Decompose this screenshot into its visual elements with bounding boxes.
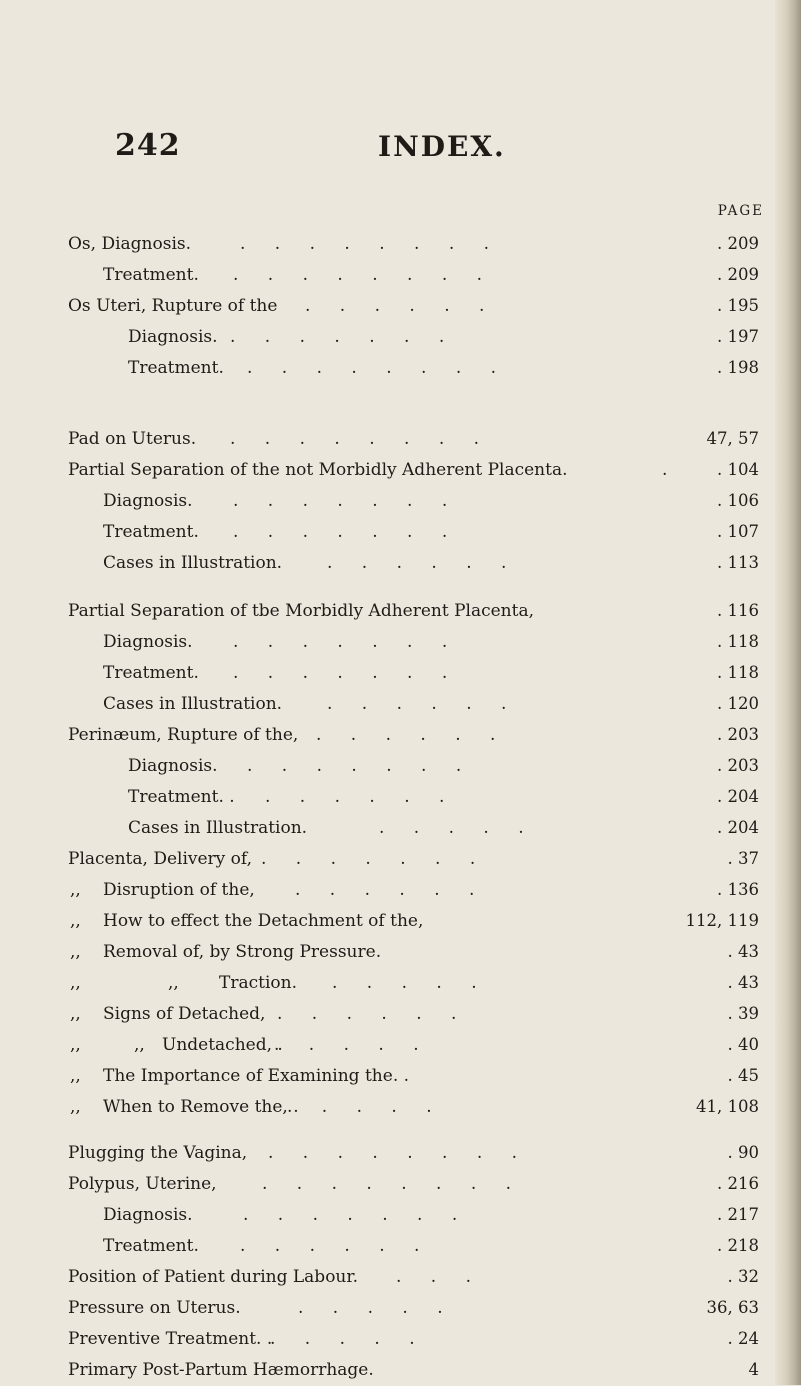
entry-label: Treatment. xyxy=(103,265,199,285)
entry-page-number: . 209 xyxy=(717,234,759,253)
entry-page-number: . 113 xyxy=(717,553,759,572)
ditto-mark: ,, xyxy=(70,973,81,993)
entry-label: Disruption of the, xyxy=(103,880,255,900)
entry-page-number: . 118 xyxy=(717,632,759,651)
dot-leader: . . . . . xyxy=(287,1097,432,1117)
index-entry xyxy=(0,265,801,291)
entry-label: Cases in Illustration. xyxy=(103,694,283,714)
entry-page-number: . 90 xyxy=(727,1143,759,1162)
index-entry xyxy=(0,1143,801,1169)
ditto-mark: ,, xyxy=(70,880,81,900)
dot-leader: . . . . . . xyxy=(327,553,507,573)
ditto-mark: ,, xyxy=(134,1035,145,1055)
entry-label: Preventive Treatment. . xyxy=(68,1329,273,1349)
dot-leader: . . . . . . xyxy=(277,1004,457,1024)
entry-page-number: . 203 xyxy=(717,725,759,744)
dot-leader: . . . xyxy=(396,1267,472,1287)
index-entry xyxy=(0,973,801,999)
dot-leader: . . . . . . . xyxy=(233,522,448,542)
index-entry xyxy=(0,553,801,579)
index-entry xyxy=(0,429,801,455)
entry-page-number: . 204 xyxy=(717,787,759,806)
entry-label: Diagnosis. xyxy=(103,632,193,652)
entry-page-number: . 37 xyxy=(727,849,759,868)
entry-page-number: . 45 xyxy=(727,1066,759,1085)
entry-label: Position of Patient during Labour. xyxy=(68,1267,359,1287)
index-entry xyxy=(0,1236,801,1262)
dot-leader: . . . . . xyxy=(332,973,477,993)
dot-leader: . . . . . . . . xyxy=(233,265,483,285)
entry-page-number: . 218 xyxy=(717,1236,759,1255)
entry-label: When to Remove the, . xyxy=(103,1097,299,1117)
dot-leader: . . . . . . xyxy=(327,694,507,714)
entry-page-number: . 43 xyxy=(727,973,759,992)
index-entry xyxy=(0,234,801,260)
dot-leader: . . . . . . . xyxy=(243,1205,458,1225)
entry-label: Placenta, Delivery of, xyxy=(68,849,253,869)
index-entry xyxy=(0,327,801,353)
dot-leader: . xyxy=(662,460,668,480)
dot-leader: . . . . . . xyxy=(295,880,475,900)
entry-page-number: . 195 xyxy=(717,296,759,315)
entry-page-number: 4 xyxy=(748,1360,759,1379)
entry-page-number: . 39 xyxy=(727,1004,759,1023)
entry-label: Diagnosis. xyxy=(128,756,218,776)
ditto-mark: ,, xyxy=(70,1035,81,1055)
entry-page-number: . 209 xyxy=(717,265,759,284)
index-entry xyxy=(0,725,801,751)
page-number: 242 xyxy=(115,128,181,163)
entry-page-number: . 116 xyxy=(717,601,759,620)
entry-label: Os Uteri, Rupture of the xyxy=(68,296,278,316)
entry-label: Signs of Detached, xyxy=(103,1004,266,1024)
entry-page-number: . 204 xyxy=(717,818,759,837)
ditto-mark: ,, xyxy=(70,1066,81,1086)
entry-label: Primary Post-Partum Hæmorrhage. xyxy=(68,1360,374,1380)
dot-leader: . . . . . . xyxy=(240,1236,420,1256)
index-entry xyxy=(0,1174,801,1200)
index-entry xyxy=(0,818,801,844)
dot-leader: . . . . . . . xyxy=(247,756,462,776)
ditto-mark: ,, xyxy=(70,942,81,962)
entry-page-number: 47, 57 xyxy=(706,429,759,448)
entry-label: Treatment. . xyxy=(128,787,235,807)
index-entry xyxy=(0,1004,801,1030)
entry-label: Partial Separation of tbe Morbidly Adherent Placenta, xyxy=(68,601,534,621)
entry-label: Treatment. xyxy=(103,1236,199,1256)
entry-page-number: . 104 xyxy=(717,460,759,479)
entry-label: Treatment. xyxy=(128,358,224,378)
dot-leader: . . . . . . xyxy=(316,725,496,745)
entry-page-number: . 136 xyxy=(717,880,759,899)
entry-label: Undetached, . xyxy=(162,1035,283,1055)
entry-label: Removal of, by Strong Pressure. xyxy=(103,942,382,962)
ditto-mark: ,, xyxy=(70,911,81,931)
entry-label: Pressure on Uterus. xyxy=(68,1298,241,1318)
dot-leader: . . . . . xyxy=(379,818,524,838)
entry-label: Diagnosis. xyxy=(128,327,218,347)
index-entry xyxy=(0,601,801,627)
entry-page-number: . 216 xyxy=(717,1174,759,1193)
index-entry xyxy=(0,911,801,937)
ditto-mark: ,, xyxy=(70,1004,81,1024)
entry-label: Traction. xyxy=(219,973,297,993)
index-entry xyxy=(0,1035,801,1061)
entry-page-number: . 107 xyxy=(717,522,759,541)
index-entry xyxy=(0,1298,801,1324)
entry-label: Cases in Illustration. xyxy=(103,553,283,573)
ditto-mark: ,, xyxy=(168,973,179,993)
entry-label: Diagnosis. xyxy=(103,491,193,511)
index-entry xyxy=(0,632,801,658)
index-entry xyxy=(0,1097,801,1123)
dot-leader: . . . . . xyxy=(270,1329,415,1349)
dot-leader: . . . . . . . xyxy=(230,327,445,347)
entry-page-number: . 198 xyxy=(717,358,759,377)
index-entry xyxy=(0,1360,801,1386)
entry-label: How to effect the Detachment of the, xyxy=(103,911,424,931)
entry-label: The Importance of Examining the. . xyxy=(103,1066,410,1086)
index-entry xyxy=(0,491,801,517)
entry-label: Os, Diagnosis. xyxy=(68,234,192,254)
entry-page-number: 36, 63 xyxy=(706,1298,759,1317)
dot-leader: . . . . . . . . xyxy=(262,1174,512,1194)
ditto-mark: ,, xyxy=(70,1097,81,1117)
entry-page-number: . 217 xyxy=(717,1205,759,1224)
entry-label: Partial Separation of the not Morbidly Adherent Placenta. xyxy=(68,460,568,480)
index-entry xyxy=(0,880,801,906)
index-entry xyxy=(0,756,801,782)
index-entry xyxy=(0,296,801,322)
dot-leader: . . . . . . . xyxy=(233,491,448,511)
entry-label: Polypus, Uterine, xyxy=(68,1174,217,1194)
page-column-heading: PAGE xyxy=(717,203,764,219)
dot-leader: . . . . . . . xyxy=(261,849,476,869)
dot-leader: . . . . . xyxy=(274,1035,419,1055)
entry-label: Diagnosis. xyxy=(103,1205,193,1225)
entry-page-number: 41, 108 xyxy=(696,1097,759,1116)
index-entry xyxy=(0,522,801,548)
dot-leader: . . . . . . . . xyxy=(247,358,497,378)
entry-page-number: . 106 xyxy=(717,491,759,510)
index-entry xyxy=(0,1205,801,1231)
entry-page-number: . 24 xyxy=(727,1329,759,1348)
dot-leader: . . . . . . . . xyxy=(230,429,480,449)
entry-label: Pad on Uterus. xyxy=(68,429,197,449)
index-entry xyxy=(0,460,801,486)
dot-leader: . . . . . . xyxy=(305,296,485,316)
entry-page-number: . 120 xyxy=(717,694,759,713)
entry-page-number: . 118 xyxy=(717,663,759,682)
index-entry xyxy=(0,849,801,875)
index-entry xyxy=(0,1329,801,1355)
running-title: INDEX. xyxy=(378,130,506,163)
index-entry xyxy=(0,1267,801,1293)
entry-label: Plugging the Vagina, xyxy=(68,1143,248,1163)
entry-page-number: . 43 xyxy=(727,942,759,961)
index-entry xyxy=(0,787,801,813)
dot-leader: . . . . . . . . xyxy=(240,234,490,254)
dot-leader: . . . . . . . . xyxy=(268,1143,518,1163)
entry-label: Treatment. xyxy=(103,522,199,542)
index-entry xyxy=(0,663,801,689)
index-entry xyxy=(0,358,801,384)
entry-page-number: . 32 xyxy=(727,1267,759,1286)
entry-label: Perinæum, Rupture of the, xyxy=(68,725,299,745)
index-entry xyxy=(0,942,801,968)
dot-leader: . . . . . . . xyxy=(233,632,448,652)
entry-page-number: 112, 119 xyxy=(685,911,759,930)
index-entry xyxy=(0,1066,801,1092)
entry-page-number: . 40 xyxy=(727,1035,759,1054)
dot-leader: . . . . . xyxy=(298,1298,443,1318)
entry-page-number: . 197 xyxy=(717,327,759,346)
entry-label: Cases in Illustration. xyxy=(128,818,308,838)
dot-leader: . . . . . . xyxy=(265,787,445,807)
index-entry xyxy=(0,694,801,720)
entry-page-number: . 203 xyxy=(717,756,759,775)
dot-leader: . . . . . . . xyxy=(233,663,448,683)
entry-label: Treatment. xyxy=(103,663,199,683)
